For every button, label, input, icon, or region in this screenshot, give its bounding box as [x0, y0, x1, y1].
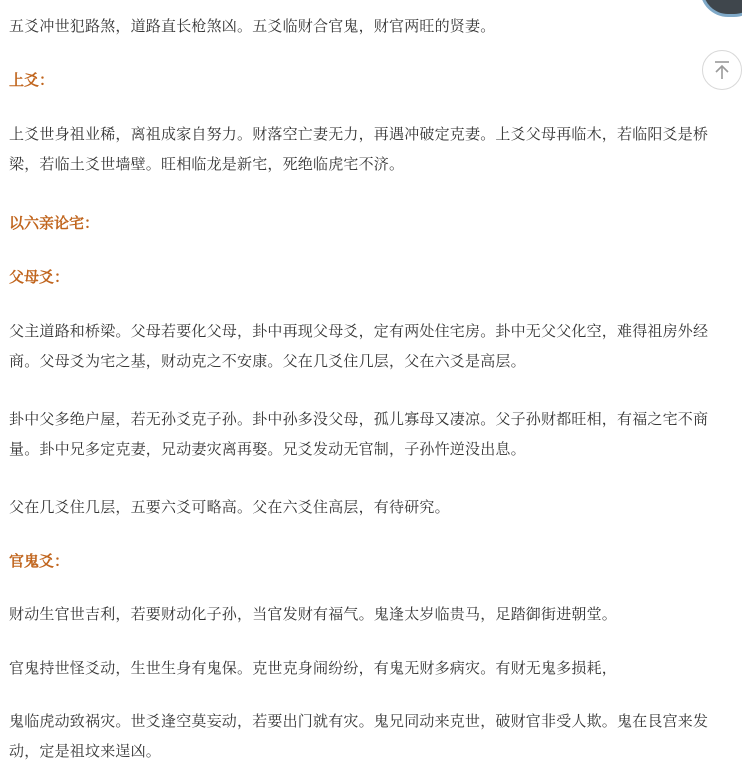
- heading-parents-yao: 父母爻：: [9, 268, 70, 286]
- paragraph-official-1: 财动生官世吉利，若要财动化子孙，当官发财有福气。鬼逢太岁临贵马，足踏御街进朝堂。: [9, 605, 618, 623]
- paragraph-official-2: 官鬼持世怪爻动，生世生身有鬼保。克世克身闹纷纷，有鬼无财多病灾。有财无鬼多损耗，: [9, 659, 618, 677]
- arrow-up-to-line-icon: [713, 60, 731, 80]
- paragraph-five-yao: 五爻冲世犯路煞，道路直长枪煞凶。五爻临财合官鬼，财官两旺的贤妻。: [9, 17, 496, 35]
- heading-six-relatives: 以六亲论宅：: [9, 214, 100, 232]
- back-to-top-button[interactable]: [702, 50, 742, 90]
- heading-top-yao: 上爻：: [9, 71, 55, 89]
- paragraph-parents-3: 父在几爻住几层，五要六爻可略高。父在六爻住高层，有待研究。: [9, 498, 450, 516]
- paragraph-parents-2: 卦中父多绝户屋，若无孙爻克子孙。卦中孙多没父母，孤儿寡母又凄凉。父子孙财都旺相，有福之宅不商量。卦中兄多定克妻，兄动妻灾离再娶。兄爻发动无官制，子孙忤逆没出息。: [9, 410, 709, 458]
- paragraph-parents-1: 父主道路和桥梁。父母若要化父母，卦中再现父母爻，定有两处住宅房。卦中无父父化空，难得祖房外经商。父母爻为宅之基，财动克之不安康。父在几爻住几层，父在六爻是高层。: [9, 322, 709, 370]
- paragraph-official-3: 鬼临虎动致祸灾。世爻逢空莫妄动，若要出门就有灾。鬼兄同动来克世，破财官非受人欺。鬼在艮宫来发动，定是祖坟来逞凶。: [9, 712, 709, 760]
- paragraph-top-yao: 上爻世身祖业稀，离祖成家自努力。财落空亡妻无力，再遇冲破定克妻。上爻父母再临木，若临阳爻是桥梁，若临土爻世墙壁。旺相临龙是新宅，死绝临虎宅不济。: [9, 125, 709, 173]
- heading-official-ghost-yao: 官鬼爻：: [9, 552, 70, 570]
